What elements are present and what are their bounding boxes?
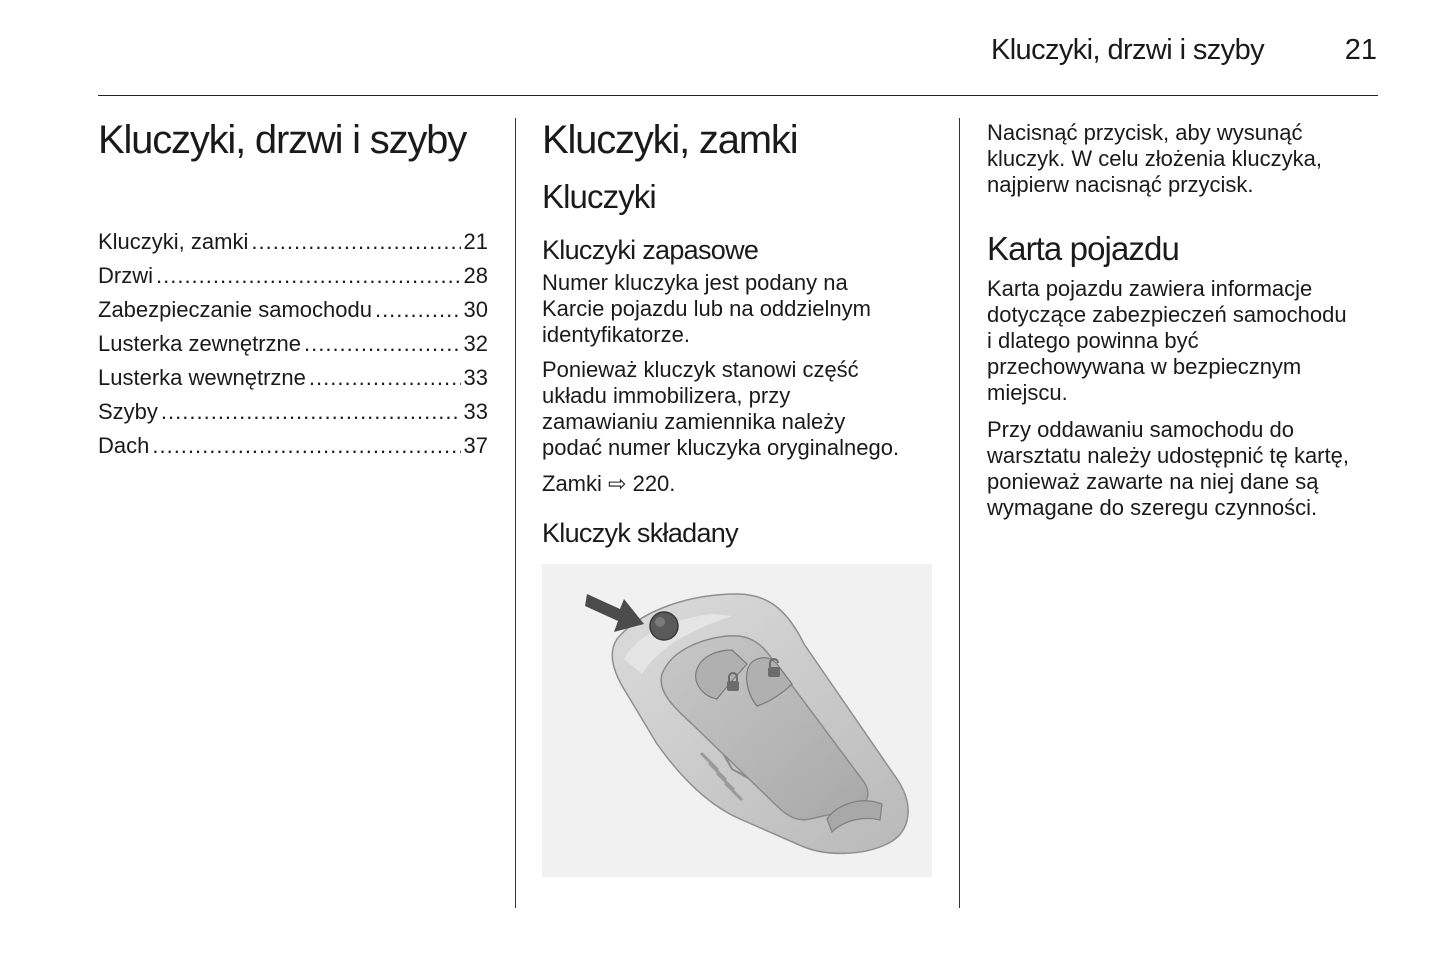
toc-leader bbox=[304, 331, 461, 357]
toc-leader bbox=[152, 433, 460, 459]
folding-key-fob-illustration bbox=[542, 564, 932, 877]
toc-entry[interactable] bbox=[98, 399, 488, 433]
spare-keys-paragraph-1: Numer kluczyka jest podany na Karcie pojazdu lub na oddzielnym identyfikatorze. bbox=[542, 270, 871, 347]
spare-keys-paragraph-2: Ponieważ kluczyk stanowi część układu immobilizera, przy zamawianiu zamiennika należy podać numer kluczyka oryginalnego. bbox=[542, 357, 900, 460]
reference-label: Zamki bbox=[542, 471, 602, 496]
toc-entry[interactable] bbox=[98, 297, 488, 331]
toc-entry[interactable] bbox=[98, 365, 488, 399]
toc-entry-page: 32 bbox=[463, 331, 488, 356]
toc-entry[interactable] bbox=[98, 331, 488, 365]
vehicle-card-paragraph-1: Karta pojazdu zawiera informacje dotyczące zabezpieczeń samochodu i dlatego powinna być przechowywana w bezpiecznym miejscu. bbox=[987, 276, 1347, 405]
folding-key-instructions: Nacisnąć przycisk, aby wysunąć kluczyk. W celu złożenia kluczyka, najpierw nacisnąć przycisk. bbox=[987, 120, 1322, 197]
column-divider-left bbox=[515, 118, 516, 908]
toc-entry-page: 33 bbox=[463, 365, 488, 390]
toc-entry[interactable] bbox=[98, 263, 488, 297]
page-number: 21 bbox=[1344, 34, 1377, 66]
toc-entry-label: Dach bbox=[98, 433, 150, 458]
toc-entry[interactable] bbox=[98, 433, 488, 467]
header-rule bbox=[98, 95, 1378, 96]
toc-leader bbox=[375, 297, 461, 323]
toc-entry-label: Szyby bbox=[98, 399, 158, 424]
chapter-title: Kluczyki, drzwi i szyby bbox=[98, 118, 467, 162]
folding-key-heading: Kluczyk składany bbox=[542, 518, 738, 548]
vehicle-card-paragraph-2: Przy oddawaniu samochodu do warsztatu należy udostępnić tę kartę, ponieważ zawarte na niej dane są wymagane do szeregu czynności. bbox=[987, 417, 1349, 520]
vehicle-card-heading: Karta pojazdu bbox=[987, 230, 1179, 267]
toc-entry-label: Lusterka wewnętrzne bbox=[98, 365, 306, 390]
toc-leader bbox=[156, 263, 461, 289]
toc-entry-page: 21 bbox=[463, 229, 488, 254]
reference-page: 220. bbox=[632, 471, 676, 496]
column-divider-right bbox=[959, 118, 960, 908]
toc-entry-page: 30 bbox=[463, 297, 488, 322]
toc-entry-label: Drzwi bbox=[98, 263, 153, 288]
subsection-title: Kluczyki bbox=[542, 178, 656, 215]
toc-entry-page: 28 bbox=[463, 263, 488, 288]
toc-entry-label: Zabezpieczanie samochodu bbox=[98, 297, 372, 322]
toc-entry-label: Lusterka zewnętrzne bbox=[98, 331, 301, 356]
toc-entry-page: 33 bbox=[463, 399, 488, 424]
arrow-right-icon: ⇨ bbox=[608, 471, 627, 496]
arrow-pointer-icon bbox=[585, 594, 644, 632]
toc-entry[interactable] bbox=[98, 229, 488, 263]
toc-leader bbox=[309, 365, 461, 391]
release-button bbox=[650, 612, 678, 640]
toc-leader bbox=[161, 399, 461, 425]
toc-leader bbox=[251, 229, 460, 255]
spare-keys-heading: Kluczyki zapasowe bbox=[542, 235, 759, 265]
page-header bbox=[0, 0, 1445, 96]
folding-key-figure bbox=[542, 564, 932, 877]
running-header-title: Kluczyki, drzwi i szyby bbox=[990, 34, 1264, 66]
chapter-toc bbox=[98, 229, 488, 467]
locks-cross-reference[interactable] bbox=[542, 471, 942, 497]
toc-entry-label: Kluczyki, zamki bbox=[98, 229, 249, 254]
toc-entry-page: 37 bbox=[463, 433, 488, 458]
section-title: Kluczyki, zamki bbox=[542, 118, 798, 162]
